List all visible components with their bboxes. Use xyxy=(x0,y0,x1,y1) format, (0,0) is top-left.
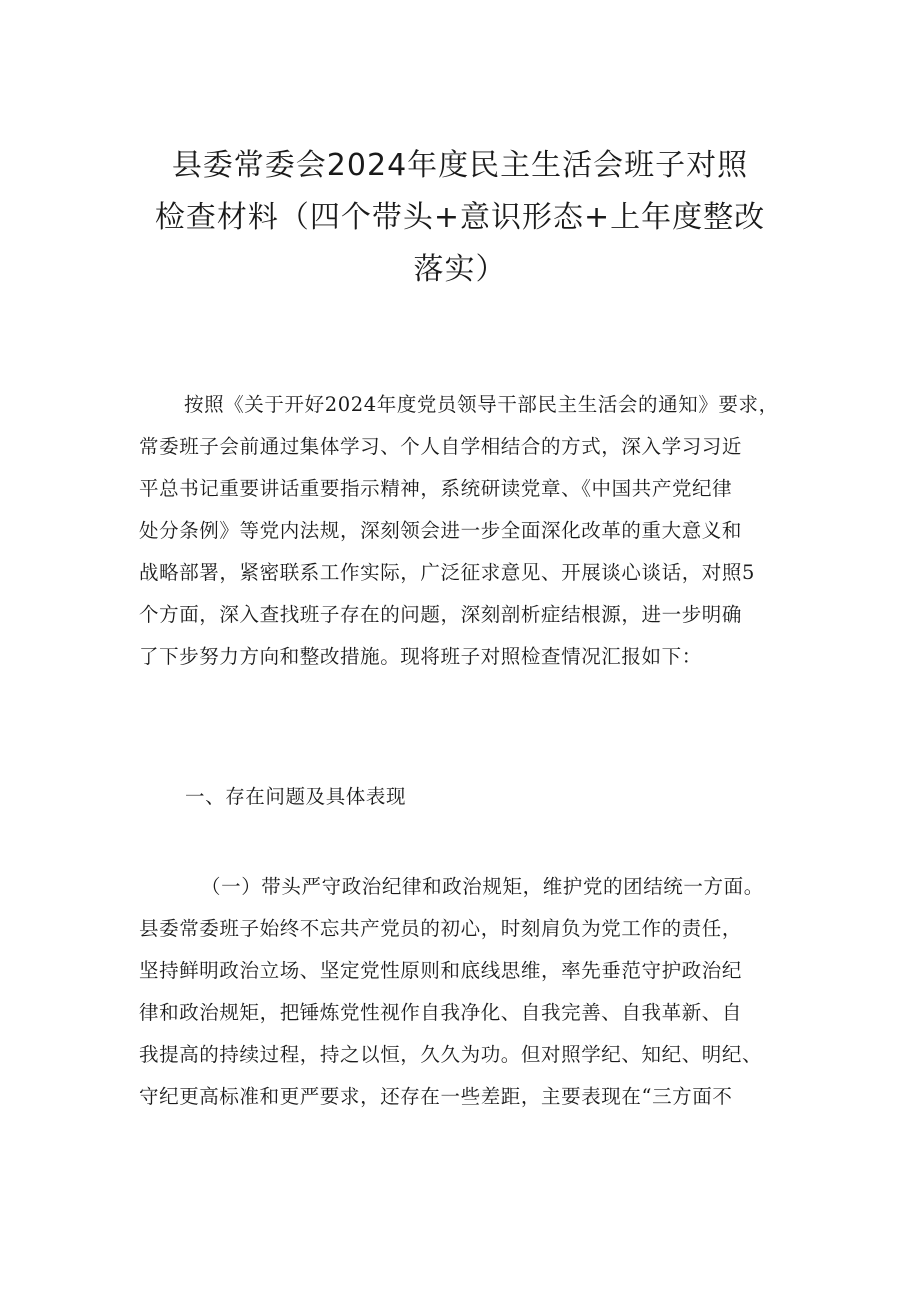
section-heading: 一、存在问题及具体表现 xyxy=(185,785,407,808)
text-line: 平总书记重要讲话重要指示精神，系统研读党章、《中国共产党纪律 xyxy=(139,477,733,500)
text-line: 坚持鲜明政治立场、坚定党性原则和底线思维，率先垂范守护政治纪 xyxy=(139,959,743,982)
intro-paragraph xyxy=(139,384,789,678)
document-title xyxy=(140,140,780,296)
text-line: 我提高的持续过程，持之以恒，久久为功。但对照学纪、知纪、明纪、 xyxy=(139,1043,763,1066)
text-line: 个方面，深入查找班子存在的问题，深刻剖析症结根源，进一步明确 xyxy=(139,603,743,626)
text-line: 常委班子会前通过集体学习、个人自学相结合的方式，深入学习习近 xyxy=(139,435,743,458)
text-line: 了下步努力方向和整改措施。现将班子对照检查情况汇报如下： xyxy=(139,645,702,668)
text-line: 律和政治规矩，把锤炼党性视作自我净化、自我完善、自我革新、自 xyxy=(139,1001,743,1024)
title-line: 落实） xyxy=(413,252,507,287)
text-line: 战略部署，紧密联系工作实际，广泛征求意见、开展谈心谈话，对照5 xyxy=(139,561,756,584)
text-line: 县委常委班子始终不忘共产党员的初心，时刻肩负为党工作的责任， xyxy=(139,917,743,940)
text-line: 处分条例》等党内法规，深刻领会进一步全面深化改革的重大意义和 xyxy=(139,519,743,542)
title-line: 县委常委会2024年度民主生活会班子对照 xyxy=(171,148,749,183)
title-line: 检查材料（四个带头+意识形态+上年度整改 xyxy=(154,200,766,235)
text-line: 按照《关于开好2024年度党员领导干部民主生活会的通知》要求， xyxy=(184,393,779,416)
text-line: （一）带头严守政治纪律和政治规矩，维护党的团结统一方面。 xyxy=(201,875,764,898)
text-line: 守纪更高标准和更严要求，还存在一些差距，主要表现在“三方面不 xyxy=(139,1085,733,1108)
section-paragraph xyxy=(139,866,789,1118)
